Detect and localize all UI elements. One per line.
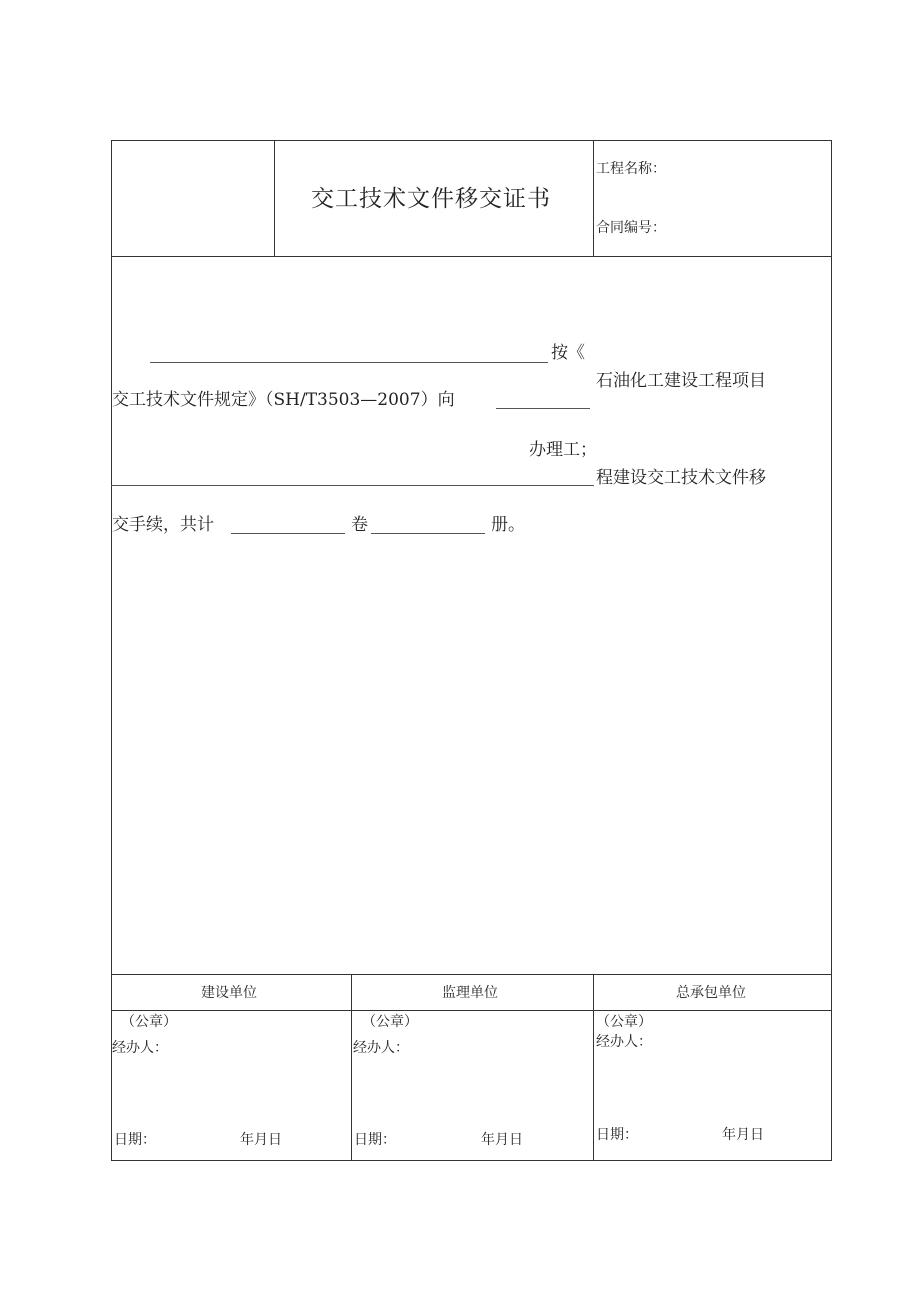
contractor-handler-label[interactable]: 经办人： [596,1034,652,1050]
header-bottom-rule [111,256,832,257]
owner-seal: （公章） [121,1014,177,1030]
header-divider-left [274,140,275,256]
body-line1-suffix: 按《 [551,343,585,363]
owner-unit-heading: 建设单位 [201,985,257,1001]
page-title: 交工技术文件移交证书 [311,186,551,212]
supervisor-seal: （公章） [362,1014,418,1030]
contractor-unit-heading: 总承包单位 [676,985,746,1001]
certificate-frame [111,140,832,1161]
project-name-label: 工程名称： [596,161,666,177]
signature-divider-1 [351,974,352,1161]
supervisor-handler-label[interactable]: 经办人： [353,1040,409,1056]
signature-divider-2 [593,974,594,1161]
body-line3: 交工技术文件规定》（SH/T3503—2007）向 [112,390,455,410]
supervisor-date-value[interactable]: 年月日 [481,1132,523,1148]
header-divider-right [593,140,594,256]
body-line6-prefix: 交手续，共计 [112,515,214,535]
body-line4: 办理工； [529,440,597,460]
blank-volume-count[interactable] [231,533,345,534]
signature-top-rule [111,974,832,975]
contractor-date-value[interactable]: 年月日 [722,1127,764,1143]
owner-date-label: 日期： [114,1132,156,1148]
body-line6-end: 册。 [491,515,525,535]
body-line6-volume: 卷 [351,515,368,535]
contractor-date-label: 日期： [596,1127,638,1143]
owner-handler-label[interactable]: 经办人： [112,1040,168,1056]
owner-date-value[interactable]: 年月日 [240,1132,282,1148]
blank-project-name[interactable] [111,485,594,486]
contractor-seal: （公章） [596,1014,652,1030]
contract-no-label: 合同编号： [596,220,666,236]
supervisor-unit-heading: 监理单位 [442,985,498,1001]
body-line2: 石油化工建设工程项目 [596,371,766,391]
blank-book-count[interactable] [371,533,485,534]
body-line5: 程建设交工技术文件移 [596,468,766,488]
supervisor-date-label: 日期： [354,1132,396,1148]
blank-handover-party[interactable] [150,362,548,363]
signature-heading-rule [111,1010,832,1011]
blank-receiving-party[interactable] [496,408,590,409]
